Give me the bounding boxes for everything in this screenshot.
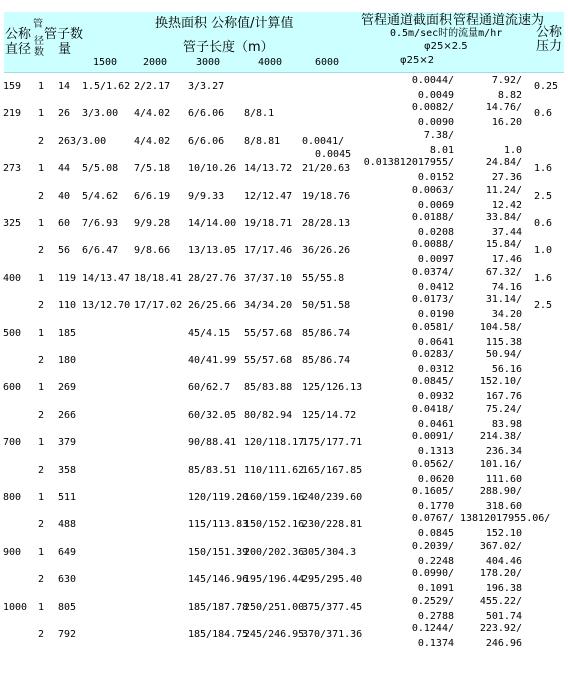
cell-a2000: 9/9.28 bbox=[134, 218, 171, 229]
cell-a3000: 14/14.00 bbox=[188, 218, 237, 229]
header-length-3000: 3000 bbox=[196, 57, 221, 68]
cell-flow2: 56.16 bbox=[491, 364, 522, 375]
cell-flow2: 246.96 bbox=[485, 638, 522, 649]
cell-dn: 219 bbox=[3, 108, 22, 120]
cell-a4000: 200/202.36 bbox=[244, 546, 305, 558]
cell-area2: 0.0049 bbox=[417, 90, 454, 101]
cell-flow1: 367.02/ bbox=[479, 540, 522, 552]
cell-a6000: 36/26.26 bbox=[302, 245, 351, 257]
cell-a2000: 17/17.02 bbox=[134, 300, 183, 312]
cell-a6000: 295/295.40 bbox=[302, 574, 363, 586]
cell-a3000: 28/27.76 bbox=[188, 272, 237, 284]
cell-a6000: 165/167.85 bbox=[302, 464, 363, 476]
cell-area1: 0.0990/ bbox=[411, 568, 454, 580]
cell-a1500: 14/13.47 bbox=[82, 272, 131, 284]
cell-a4000: 12/12.47 bbox=[244, 190, 293, 202]
cell-area2: 0.0412 bbox=[417, 281, 454, 293]
cell-flow2: 115.38 bbox=[485, 336, 522, 348]
cell-n: 119 bbox=[58, 272, 77, 284]
cell-pn: 0.25 bbox=[534, 81, 559, 92]
cell-flow1: 33.84/ bbox=[485, 212, 522, 223]
cell-p: 2 bbox=[38, 190, 45, 202]
cell-a4000: 250/251.00 bbox=[244, 601, 305, 613]
cell-a1500: 1.5/1.62 bbox=[82, 81, 131, 92]
header-passage-flow: 管程通道流速为 bbox=[453, 13, 545, 28]
header-divider bbox=[4, 72, 564, 73]
cell-n: 269 bbox=[58, 382, 77, 394]
cell-area2: 0.0208 bbox=[417, 227, 454, 238]
cell-flow2: 83.98 bbox=[491, 418, 522, 430]
cell-area1: 0.013812017955/ bbox=[363, 157, 454, 169]
cell-area2: 0.2788 bbox=[417, 610, 454, 622]
cell-area1: 0.0188/ bbox=[411, 212, 454, 223]
cell-a3000: 45/4.15 bbox=[188, 327, 231, 339]
cell-p: 1 bbox=[38, 327, 45, 339]
cell-flow1: 24.84/ bbox=[485, 157, 522, 169]
cell-a6000: 230/228.81 bbox=[302, 519, 363, 531]
cell-area1: 0.0845/ bbox=[411, 376, 454, 388]
cell-a3000: 6/6.06 bbox=[188, 108, 225, 120]
cell-n: 40 bbox=[58, 190, 71, 202]
cell-n: 358 bbox=[58, 464, 77, 476]
cell-a1500: 3/3.00 bbox=[82, 108, 119, 120]
cell-a6000: 375/377.45 bbox=[302, 601, 363, 613]
cell-a3000: 60/62.7 bbox=[188, 382, 231, 394]
header-flow-unit: 0.5m/sec时的流量m/hr bbox=[390, 28, 503, 39]
cell-a2000: 4/4.02 bbox=[134, 108, 171, 120]
cell-flow2: 501.74 bbox=[485, 610, 522, 622]
cell-flow1: 223.92/ bbox=[479, 623, 522, 634]
cell-n: 488 bbox=[58, 519, 77, 531]
cell-a1500: 5/4.62 bbox=[82, 190, 119, 202]
cell-dn: 159 bbox=[3, 81, 22, 92]
cell-a4000: 17/17.46 bbox=[244, 245, 293, 257]
cell-area1: 0.1244/ bbox=[411, 623, 454, 634]
cell-p: 1 bbox=[38, 546, 45, 558]
cell-a6000: 85/86.74 bbox=[302, 327, 351, 339]
cell-a3000: 150/151.39 bbox=[188, 546, 249, 558]
cell-a3000: 185/187.78 bbox=[188, 601, 249, 613]
cell-flow1: 104.58/ bbox=[479, 321, 522, 333]
cell-a4000: 245/246.95 bbox=[244, 629, 305, 640]
cell-area2: 0.2248 bbox=[417, 555, 454, 567]
cell-flow1: 67.32/ bbox=[485, 266, 522, 278]
cell-area2: 0.0312 bbox=[417, 364, 454, 375]
cell-a3000: 115/113.83 bbox=[188, 519, 249, 531]
cell-area2: 0.0641 bbox=[417, 336, 454, 348]
cell-flow2: 167.76 bbox=[485, 391, 522, 403]
cell-flow1: 455.22/ bbox=[479, 595, 522, 607]
cell-a6000: 28/28.13 bbox=[302, 218, 351, 229]
cell-a2000: 18/18.41 bbox=[134, 272, 183, 284]
cell-flow1: 7.92/ bbox=[491, 75, 522, 86]
cell-area2: 0.1313 bbox=[417, 446, 454, 458]
cell-area2: 0.0069 bbox=[417, 199, 454, 211]
cell-a1500: 7/6.93 bbox=[82, 218, 119, 229]
header-type-line1: 管 bbox=[33, 19, 43, 30]
cell-a3000: 40/41.99 bbox=[188, 355, 237, 366]
header-dn-line1: 公称 bbox=[5, 27, 32, 42]
cell-n: 263/3.00 bbox=[58, 135, 107, 147]
header-length-2000: 2000 bbox=[143, 57, 168, 68]
cell-flow2: 8.82 bbox=[497, 90, 522, 101]
cell-area1: 0.0418/ bbox=[411, 403, 454, 415]
cell-p: 1 bbox=[38, 272, 45, 284]
cell-pn: 2.5 bbox=[534, 300, 553, 312]
cell-flow2: 27.36 bbox=[491, 172, 522, 184]
cell-dn: 325 bbox=[3, 218, 22, 229]
cell-area1: 0.0581/ bbox=[411, 321, 454, 333]
cell-area2: 0.0090 bbox=[417, 117, 454, 129]
cell-flow2: 196.38 bbox=[485, 583, 522, 595]
header-spec-a: φ25×2.5 bbox=[424, 41, 468, 52]
cell-flow2: 236.34 bbox=[485, 446, 522, 458]
cell-flow1: 13812017955.06/ bbox=[460, 513, 551, 525]
cell-n: 649 bbox=[58, 546, 77, 558]
cell-a3000: 6/6.06 bbox=[188, 135, 225, 147]
cell-p: 2 bbox=[38, 245, 45, 257]
cell-a2000: 4/4.02 bbox=[134, 135, 171, 147]
cell-pn: 2.5 bbox=[534, 190, 553, 202]
cell-a4000: 34/34.20 bbox=[244, 300, 293, 312]
header-type-line2: 径 bbox=[34, 36, 44, 47]
cell-a2000: 2/2.17 bbox=[134, 81, 171, 92]
cell-n: 56 bbox=[58, 245, 71, 257]
cell-a6000: 0.0041/ bbox=[302, 135, 345, 147]
cell-p: 2 bbox=[38, 135, 45, 147]
cell-area1: 0.0088/ bbox=[411, 239, 454, 251]
cell-area1: 0.0091/ bbox=[411, 431, 454, 443]
cell-dn: 900 bbox=[3, 546, 22, 558]
cell-p: 2 bbox=[38, 574, 45, 586]
header-spec-b: φ25×2 bbox=[400, 55, 435, 66]
header-pressure-line1: 公称 bbox=[536, 25, 563, 40]
cell-a4000: 85/83.88 bbox=[244, 382, 293, 394]
cell-flow1: 288.90/ bbox=[479, 486, 522, 497]
cell-area1: 0.0173/ bbox=[411, 294, 454, 306]
cell-pn: 0.6 bbox=[534, 108, 553, 120]
cell-n: 60 bbox=[58, 218, 71, 229]
cell-pn: 1.0 bbox=[534, 245, 553, 257]
cell-area1: 0.0562/ bbox=[411, 458, 454, 470]
cell-dn: 273 bbox=[3, 163, 22, 175]
cell-a3000: 26/25.66 bbox=[188, 300, 237, 312]
cell-a1500: 5/5.08 bbox=[82, 163, 119, 175]
cell-flow2: 37.44 bbox=[491, 227, 522, 238]
cell-area2: 0.1091 bbox=[417, 583, 454, 595]
cell-flow1: 214.38/ bbox=[479, 431, 522, 443]
cell-a4000: 120/118.17 bbox=[244, 437, 305, 449]
cell-area1: 0.2529/ bbox=[411, 595, 454, 607]
cell-area2: 0.0932 bbox=[417, 391, 454, 403]
cell-a2000: 7/5.18 bbox=[134, 163, 171, 175]
cell-a6000: 125/126.13 bbox=[302, 382, 363, 394]
cell-a6000: 175/177.71 bbox=[302, 437, 363, 449]
cell-area1: 7.38/ bbox=[423, 129, 454, 141]
cell-flow1: 15.84/ bbox=[485, 239, 522, 251]
cell-n: 110 bbox=[58, 300, 77, 312]
cell-a4000: 195/196.44 bbox=[244, 574, 305, 586]
cell-a6000: 240/239.60 bbox=[302, 492, 363, 503]
cell-a4000: 14/13.72 bbox=[244, 163, 293, 175]
cell-flow1: 14.76/ bbox=[485, 102, 522, 114]
header-area-title: 换热面积 公称值/计算值 bbox=[155, 16, 294, 31]
header-length-1500: 1500 bbox=[93, 57, 118, 68]
cell-a6000: 85/86.74 bbox=[302, 355, 351, 366]
cell-area1: 0.0063/ bbox=[411, 184, 454, 196]
cell-flow1: 101.16/ bbox=[479, 458, 522, 470]
cell-a4000: 55/57.68 bbox=[244, 327, 293, 339]
cell-a1500: 6/6.47 bbox=[82, 245, 119, 257]
cell-a4000: 110/111.62 bbox=[244, 464, 305, 476]
cell-area1: 0.2039/ bbox=[411, 540, 454, 552]
cell-a6000: 50/51.58 bbox=[302, 300, 351, 312]
cell-pn: 0.6 bbox=[534, 218, 553, 229]
cell-area2: 0.0845 bbox=[417, 528, 454, 540]
cell-flow2: 34.20 bbox=[491, 309, 522, 321]
cell-area1: 0.0082/ bbox=[411, 102, 454, 114]
cell-a4000: 55/57.68 bbox=[244, 355, 293, 366]
cell-p: 1 bbox=[38, 382, 45, 394]
cell-a3000: 120/119.20 bbox=[188, 492, 249, 503]
cell-flow2: 1.0 bbox=[503, 144, 522, 156]
cell-n: 792 bbox=[58, 629, 77, 640]
cell-a4000: 19/18.71 bbox=[244, 218, 293, 229]
cell-area2: 0.0152 bbox=[417, 172, 454, 184]
cell-area2: 0.1770 bbox=[417, 501, 454, 512]
cell-a6000: 370/371.36 bbox=[302, 629, 363, 640]
cell-a2000: 9/8.66 bbox=[134, 245, 171, 257]
cell-area2: 8.01 bbox=[429, 144, 454, 156]
cell-a3000: 90/88.41 bbox=[188, 437, 237, 449]
cell-p: 1 bbox=[38, 163, 45, 175]
cell-n: 26 bbox=[58, 108, 71, 120]
cell-p: 2 bbox=[38, 355, 45, 366]
cell-a6000: 21/20.63 bbox=[302, 163, 351, 175]
cell-n: 180 bbox=[58, 355, 77, 366]
cell-dn: 400 bbox=[3, 272, 22, 284]
cell-a6000: 55/55.8 bbox=[302, 272, 345, 284]
cell-flow1: 152.10/ bbox=[479, 376, 522, 388]
cell-flow2: 318.60 bbox=[485, 501, 522, 512]
cell-flow2: 16.20 bbox=[491, 117, 522, 129]
cell-n: 266 bbox=[58, 409, 77, 421]
header-tubes-line1: 管子数 bbox=[44, 27, 84, 42]
cell-a2000: 6/6.19 bbox=[134, 190, 171, 202]
cell-area1: 0.1605/ bbox=[411, 486, 454, 497]
cell-p: 1 bbox=[38, 437, 45, 449]
cell-a4000: 160/159.16 bbox=[244, 492, 305, 503]
cell-a6000b: 0.0045 bbox=[315, 148, 352, 160]
cell-p: 2 bbox=[38, 464, 45, 476]
cell-n: 44 bbox=[58, 163, 71, 175]
cell-n: 805 bbox=[58, 601, 77, 613]
cell-dn: 1000 bbox=[3, 601, 28, 613]
cell-a3000: 145/146.96 bbox=[188, 574, 249, 586]
cell-dn: 700 bbox=[3, 437, 22, 449]
cell-a4000: 8/8.81 bbox=[244, 135, 281, 147]
cell-flow2: 152.10 bbox=[485, 528, 522, 540]
cell-a3000: 60/32.05 bbox=[188, 409, 237, 421]
cell-area2: 0.0461 bbox=[417, 418, 454, 430]
cell-p: 2 bbox=[38, 409, 45, 421]
cell-a4000: 8/8.1 bbox=[244, 108, 275, 120]
cell-p: 1 bbox=[38, 218, 45, 229]
cell-flow2: 404.46 bbox=[485, 555, 522, 567]
cell-p: 1 bbox=[38, 108, 45, 120]
cell-flow1: 31.14/ bbox=[485, 294, 522, 306]
header-tube-length: 管子长度（m） bbox=[183, 40, 274, 55]
cell-a6000: 305/304.3 bbox=[302, 546, 357, 558]
cell-area2: 0.0190 bbox=[417, 309, 454, 321]
cell-a3000: 9/9.33 bbox=[188, 190, 225, 202]
cell-area1: 0.0374/ bbox=[411, 266, 454, 278]
header-length-6000: 6000 bbox=[315, 57, 340, 68]
cell-p: 2 bbox=[38, 519, 45, 531]
header-dn-line2: 直径 bbox=[5, 42, 32, 57]
cell-a3000: 13/13.05 bbox=[188, 245, 237, 257]
cell-dn: 500 bbox=[3, 327, 22, 339]
header-passage-area: 管程通道截面积 bbox=[361, 13, 453, 28]
cell-area2: 0.0097 bbox=[417, 254, 454, 266]
cell-area1: 0.0044/ bbox=[411, 75, 454, 86]
cell-flow1: 50.94/ bbox=[485, 349, 522, 360]
cell-p: 1 bbox=[38, 601, 45, 613]
cell-n: 185 bbox=[58, 327, 77, 339]
cell-area1: 0.0283/ bbox=[411, 349, 454, 360]
cell-pn: 1.6 bbox=[534, 272, 553, 284]
cell-flow2: 74.16 bbox=[491, 281, 522, 293]
cell-flow1: 178.20/ bbox=[479, 568, 522, 580]
cell-flow2: 12.42 bbox=[491, 199, 522, 211]
cell-n: 511 bbox=[58, 492, 77, 503]
cell-a3000: 85/83.51 bbox=[188, 464, 237, 476]
cell-dn: 600 bbox=[3, 382, 22, 394]
header-length-4000: 4000 bbox=[258, 57, 283, 68]
cell-a3000: 10/10.26 bbox=[188, 163, 237, 175]
cell-area2: 0.0620 bbox=[417, 473, 454, 485]
header-tubes-line2: 量 bbox=[58, 42, 72, 57]
cell-p: 1 bbox=[38, 81, 45, 92]
cell-dn: 800 bbox=[3, 492, 22, 503]
cell-area1: 0.0767/ bbox=[411, 513, 454, 525]
cell-a6000: 19/18.76 bbox=[302, 190, 351, 202]
cell-flow1: 11.24/ bbox=[485, 184, 522, 196]
cell-flow1: 75.24/ bbox=[485, 403, 522, 415]
cell-a4000: 80/82.94 bbox=[244, 409, 293, 421]
cell-a6000: 125/14.72 bbox=[302, 409, 357, 421]
header-pressure-line2: 压力 bbox=[536, 39, 563, 54]
cell-pn: 1.6 bbox=[534, 163, 553, 175]
cell-p: 2 bbox=[38, 300, 45, 312]
cell-p: 1 bbox=[38, 492, 45, 503]
cell-p: 2 bbox=[38, 629, 45, 640]
cell-n: 379 bbox=[58, 437, 77, 449]
header-type-line3: 数 bbox=[34, 47, 44, 58]
cell-a4000: 37/37.10 bbox=[244, 272, 293, 284]
cell-area2: 0.1374 bbox=[417, 638, 454, 649]
cell-a1500: 13/12.70 bbox=[82, 300, 131, 312]
cell-flow2: 111.60 bbox=[485, 473, 522, 485]
cell-flow2: 17.46 bbox=[491, 254, 522, 266]
cell-a4000: 150/152.16 bbox=[244, 519, 305, 531]
cell-n: 630 bbox=[58, 574, 77, 586]
cell-n: 14 bbox=[58, 81, 71, 92]
cell-a3000: 185/184.75 bbox=[188, 629, 249, 640]
cell-a3000: 3/3.27 bbox=[188, 81, 225, 92]
